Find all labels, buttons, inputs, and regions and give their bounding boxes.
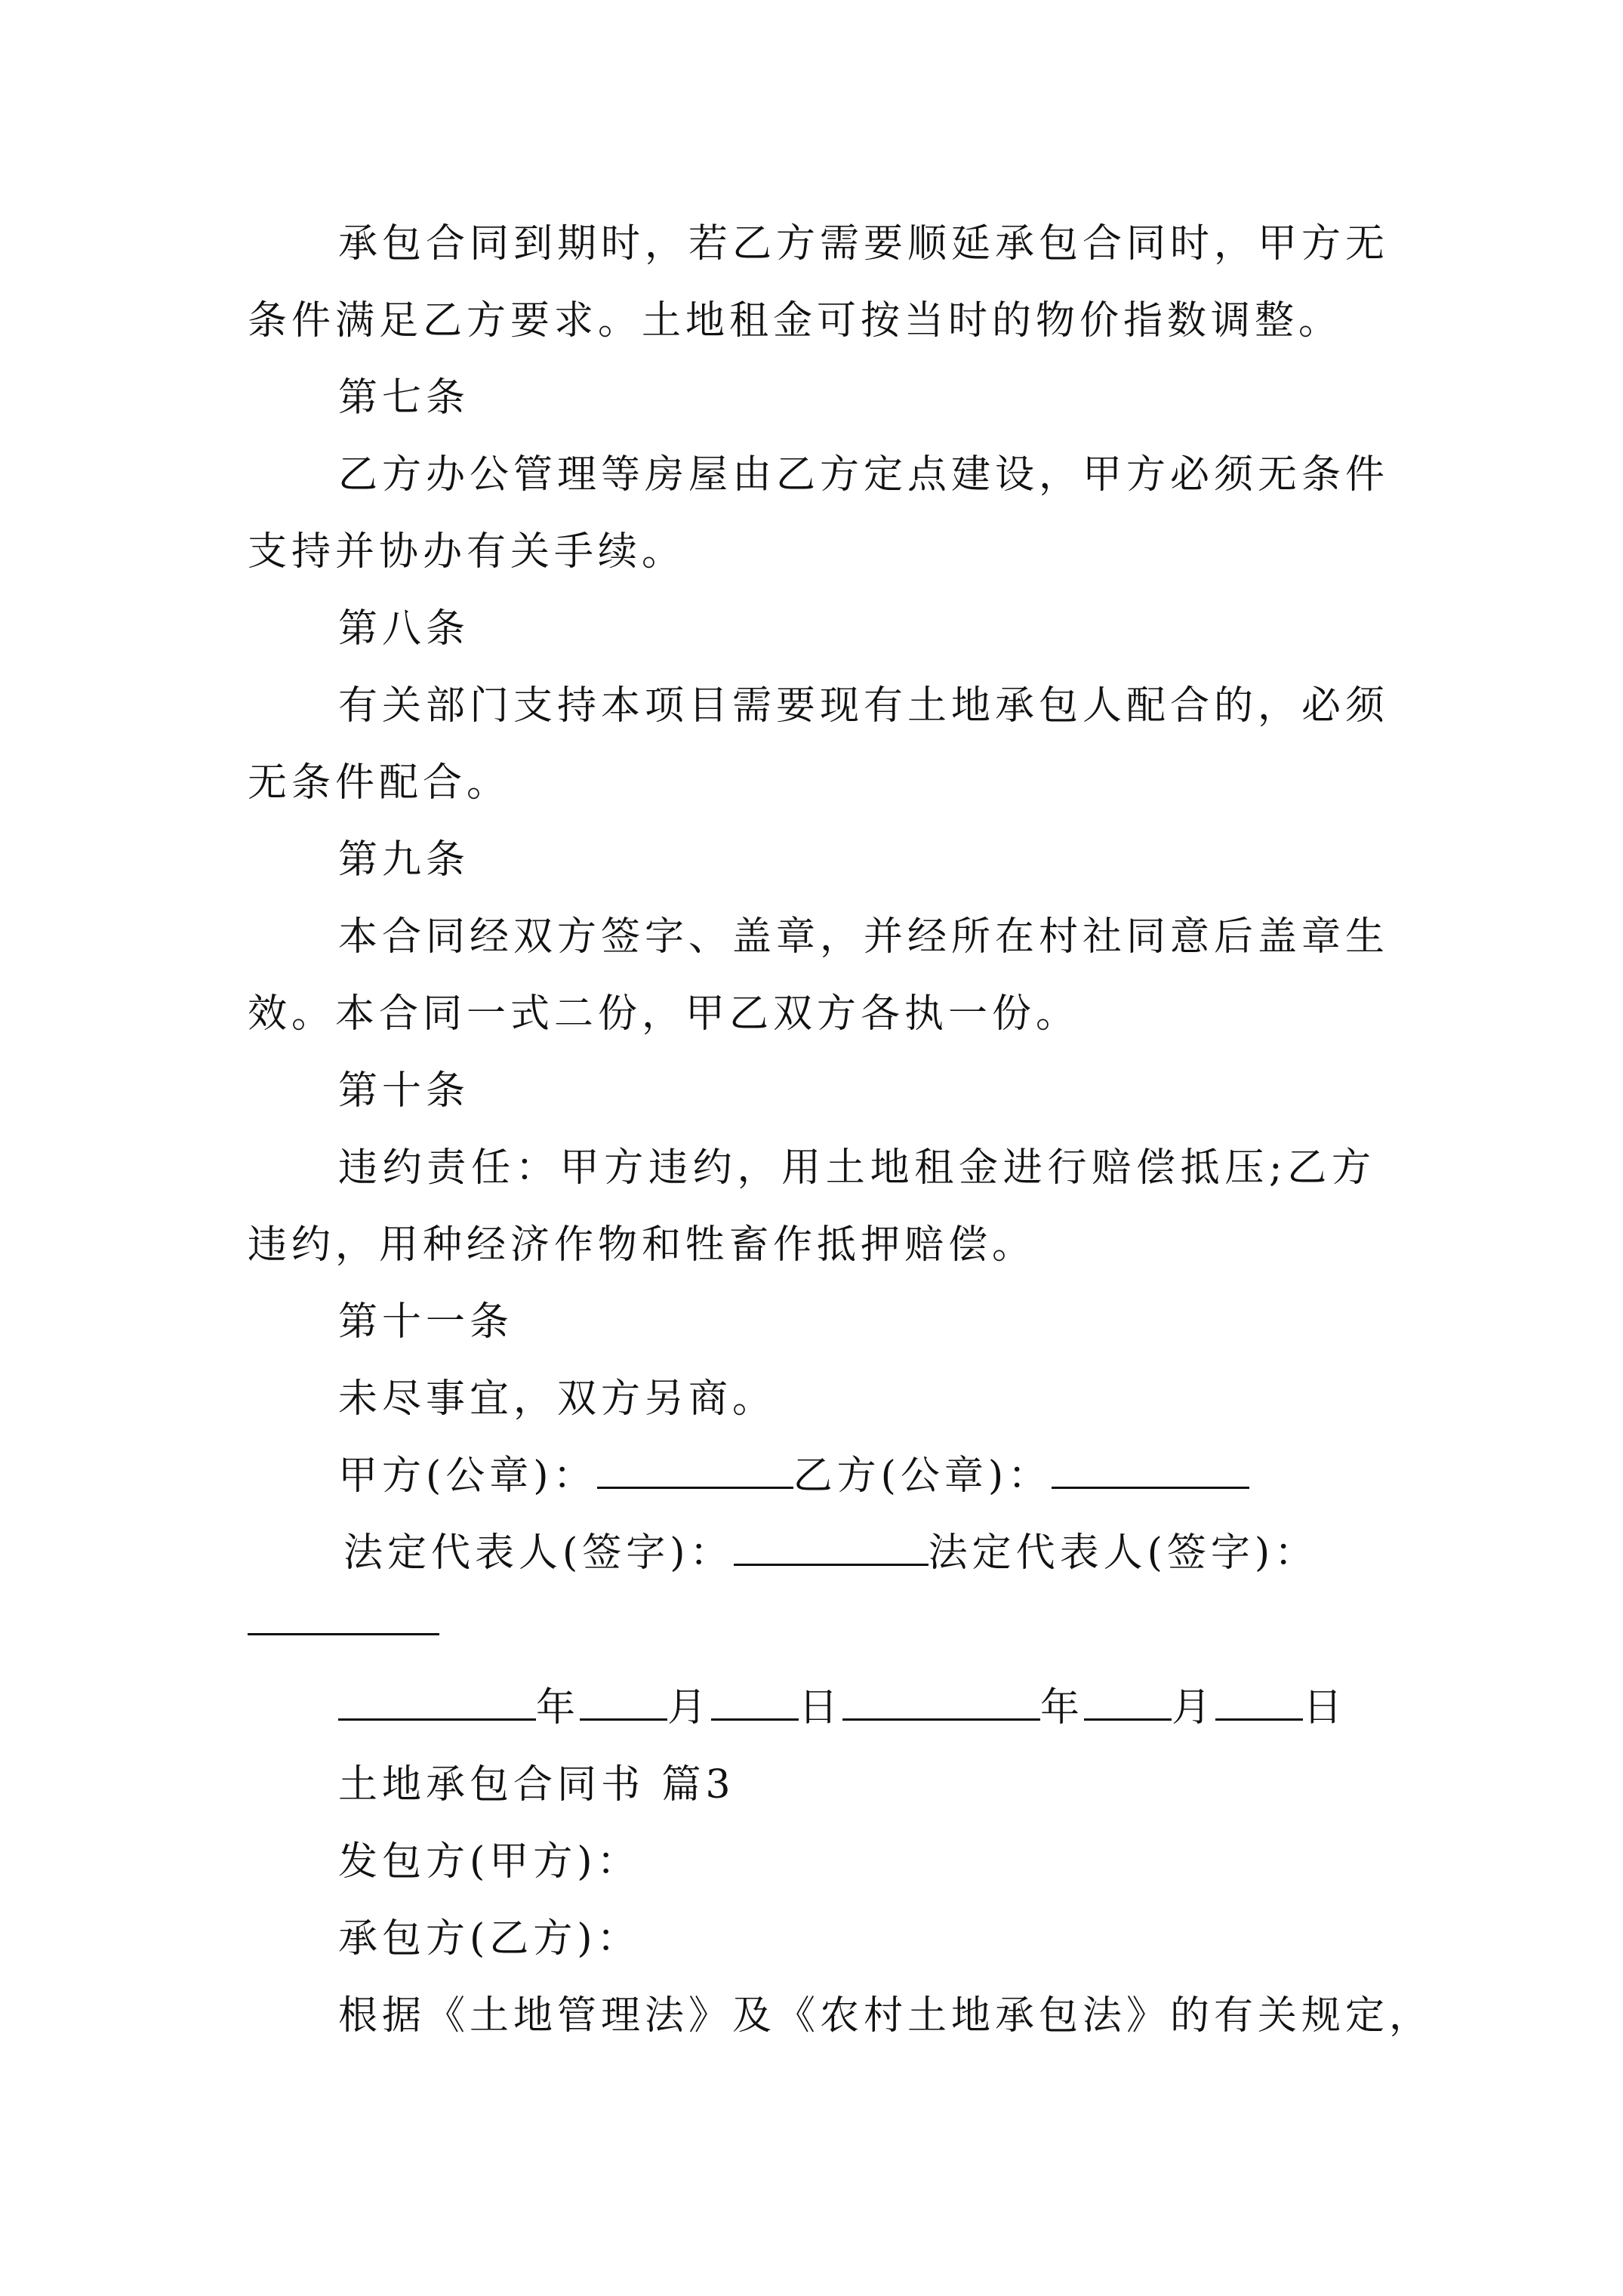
month-a-label: 月 — [667, 1685, 712, 1730]
article-heading: 第八条 — [338, 606, 470, 652]
party-b-seal-label: 乙方(公章)： — [793, 1453, 1052, 1499]
paragraph-line: 无条件配合。 — [248, 760, 511, 806]
paragraph-line: 违约责任：甲方违约，用土地租金进行赔偿抵压;乙方 — [338, 1145, 1375, 1191]
intro-line: 根据《土地管理法》及《农村土地承包法》的有关规定， — [338, 1993, 1434, 2039]
paragraph-line: 有关部门支持本项目需要现有土地承包人配合的，必须 — [338, 683, 1390, 729]
paragraph-line: 条件满足乙方要求。土地租金可按当时的物价指数调整。 — [248, 298, 1343, 344]
year-b-blank — [842, 1684, 1040, 1721]
year-a-blank — [338, 1684, 536, 1721]
party-a-seal-label: 甲方(公章)： — [338, 1453, 597, 1499]
representative-line — [343, 1529, 1318, 1577]
day-a-label: 日 — [799, 1685, 843, 1730]
year-a-label: 年 — [536, 1685, 581, 1730]
section-title: 土地承包合同书 篇3 — [338, 1762, 735, 1808]
issuer-label: 发包方(甲方)： — [338, 1839, 641, 1885]
article-heading: 第七条 — [338, 375, 470, 421]
paragraph-line: 乙方办公管理等房屋由乙方定点建设，甲方必须无条件 — [338, 452, 1390, 498]
paragraph-line: 未尽事宜，双方另商。 — [338, 1376, 777, 1422]
year-b-label: 年 — [1040, 1685, 1085, 1730]
paragraph-line: 违约，用种经济作物和牲畜作抵押赔偿。 — [248, 1222, 1036, 1268]
paragraph-line: 本合同经双方签字、盖章，并经所在村社同意后盖章生 — [338, 914, 1390, 960]
month-b-label: 月 — [1172, 1685, 1216, 1730]
contractor-label: 承包方(乙方)： — [338, 1916, 641, 1962]
day-b-label: 日 — [1303, 1685, 1347, 1730]
paragraph-line: 承包合同到期时，若乙方需要顺延承包合同时，甲方无 — [338, 221, 1390, 267]
month-a-blank — [580, 1684, 667, 1721]
rep-a-blank — [734, 1529, 929, 1566]
month-b-blank — [1084, 1684, 1172, 1721]
rep-b-blank — [248, 1633, 439, 1635]
party-a-seal-blank — [597, 1452, 793, 1489]
day-a-blank — [711, 1684, 799, 1721]
date-line — [338, 1684, 1347, 1732]
seal-line — [338, 1452, 1249, 1500]
article-heading: 第九条 — [338, 837, 470, 883]
article-heading: 第十条 — [338, 1068, 470, 1114]
paragraph-line: 效。本合同一式二份，甲乙双方各执一份。 — [248, 991, 1080, 1037]
paragraph-line: 支持并协办有关手续。 — [248, 529, 686, 575]
party-b-seal-blank — [1052, 1452, 1249, 1489]
rep-b-label: 法定代表人(签字)： — [928, 1530, 1319, 1576]
day-b-blank — [1215, 1684, 1303, 1721]
rep-a-label: 法定代表人(签字)： — [343, 1530, 734, 1576]
article-heading: 第十一条 — [338, 1299, 514, 1345]
